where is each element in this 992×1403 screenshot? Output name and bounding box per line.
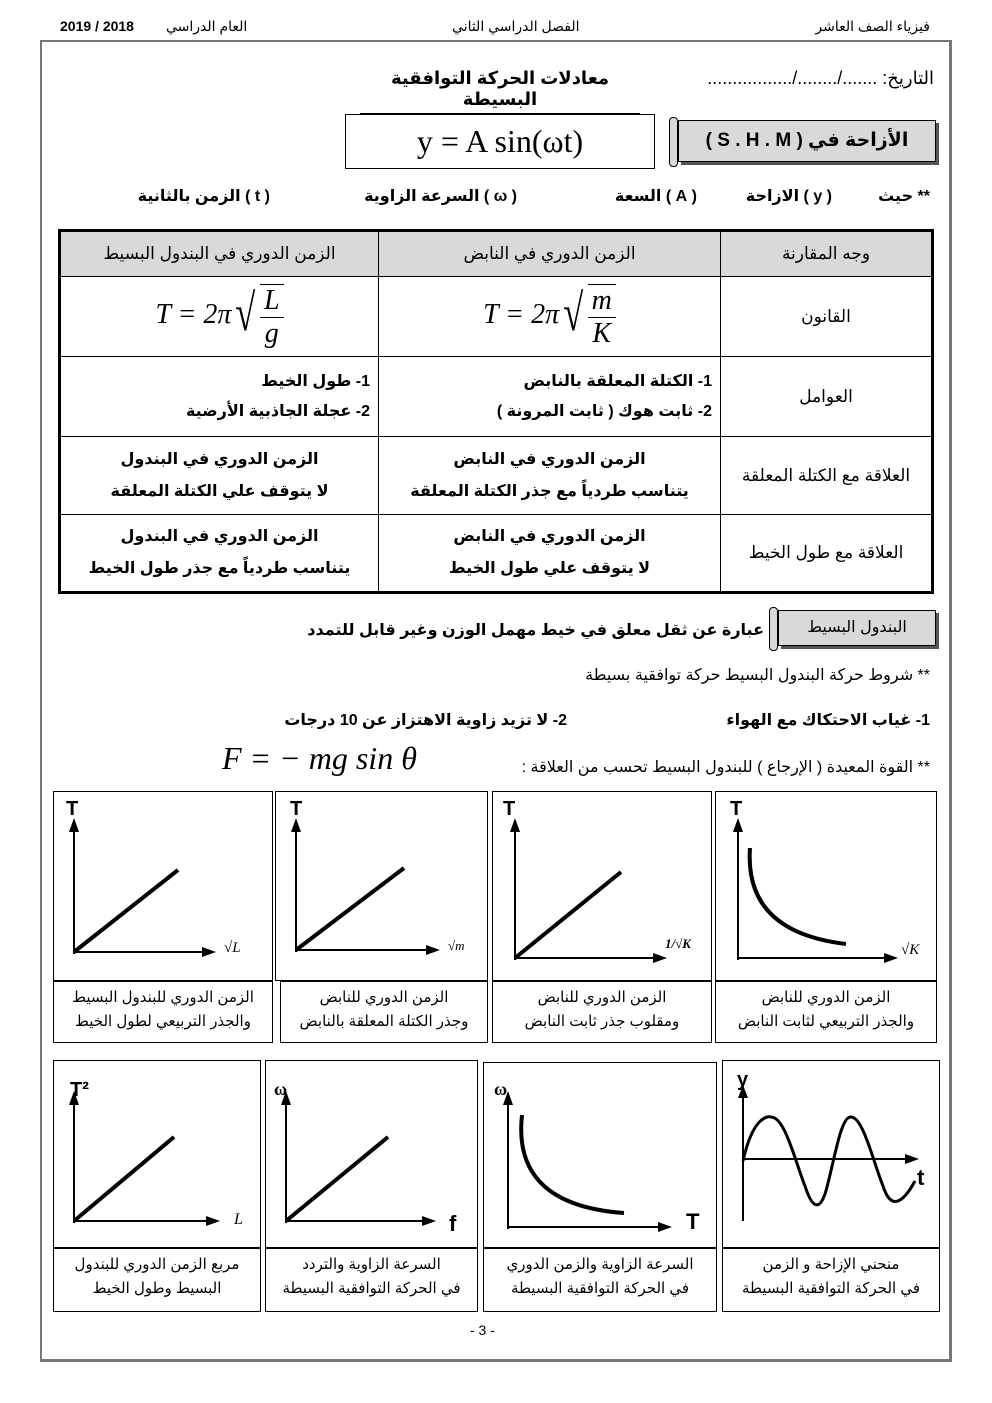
header-spring: الزمن الدوري في النابض [379,231,721,277]
graph-tsquared-vs-l [53,1060,261,1248]
spring-formula: T = 2π √ $\frac{m}{K}$ [379,277,721,357]
header-pendulum: الزمن الدوري في البندول البسيط [60,231,379,277]
x-axis-label: 1/√K [665,936,691,951]
date-field: التاريخ: ......./......../................. [707,68,934,88]
y-axis-label: T [730,798,743,820]
def-omega: ( ω ) السرعة الزاوية [364,188,517,205]
pendulum-definition: عبارة عن ثقل معلق في خيط مهمل الوزن وغير قابل للتمدد [307,622,764,639]
page-title: معادلات الحركة التوافقية البسيطة [360,68,640,115]
graph-t-vs-sqrtm [275,791,488,981]
graph-caption: الزمن الدوري للنابض وجذر الكتلة المعلقة بالنابض [280,981,488,1043]
spring-mass-relation: الزمن الدوري في النابض يتناسب طردياً مع جذر الكتلة المعلقة [379,437,721,515]
row-label: العلاقة مع الكتلة المعلقة [721,437,933,515]
condition-2: 2- لا تزيد زاوية الاهتزاز عن 10 درجات [284,712,567,729]
x-axis-label: L [234,1211,243,1228]
pendulum-formula: T = 2π √ $\frac{L}{g}$ [60,277,379,357]
x-axis-label: T [686,1209,700,1234]
y-axis-label: T [66,798,79,820]
table-row [60,357,933,437]
graph-omega-vs-frequency [265,1060,478,1248]
def-y: ( y ) الازاحة [745,188,832,205]
year-label: العام الدراسي [166,18,248,34]
header-aspect: وجه المقارنة [721,231,933,277]
restoring-force-text: ** القوة المعيدة ( الإرجاع ) للبندول البسيط تحسب من العلاقة : [521,759,930,776]
graph-t-vs-inv-sqrtk [492,791,712,981]
graph-caption: الزمن الدوري للبندول البسيط والجذر التربيعي لطول الخيط [53,981,273,1043]
linear-plot [266,1061,477,1247]
def-t: ( t ) الزمن بالثانية [137,188,270,205]
y-axis-label: T [290,798,303,820]
condition-1: 1- غياب الاحتكاك مع الهواء [726,712,930,729]
sine-plot [723,1061,939,1247]
graph-t-vs-sqrtk [715,791,937,981]
pendulum-scroll-label: البندول البسيط [778,610,936,646]
x-axis-label: √L [224,940,241,956]
x-axis-label: √K [901,942,920,958]
pendulum-length-relation: الزمن الدوري في البندول يتناسب طردياً مع جذر طول الخيط [60,515,379,593]
table-row [60,515,933,593]
pendulum-factors: 1- طول الخيط 2- عجلة الجاذبية الأرضية [60,357,379,437]
term-header: الفصل الدراسي الثاني [452,18,580,34]
graph-caption: السرعة الزاوية والتردد في الحركة التوافقية البسيطة [265,1248,478,1312]
graph-caption: السرعة الزاوية والزمن الدوري في الحركة التوافقية البسيطة [483,1248,717,1312]
x-axis-label: f [449,1211,457,1236]
conditions-title: ** شروط حركة البندول البسيط حركة توافقية بسيطة [585,667,930,684]
spring-factors: 1- الكتلة المعلقة بالنابض 2- ثابت هوك ( ثابت المرونة ) [379,357,721,437]
comparison-table [58,229,934,594]
y-axis-label: T [503,798,516,820]
table-header-row [60,231,933,277]
graph-y-vs-t [722,1060,940,1248]
graph-t-vs-sqrtl [53,791,273,981]
y-axis-label: ω [494,1079,508,1099]
decreasing-curve-plot [484,1063,716,1247]
row-label: القانون [721,277,933,357]
page-number: - 3 - [470,1322,495,1338]
x-axis-label: t [917,1165,925,1190]
row-label: العلاقة مع طول الخيط [721,515,933,593]
graph-caption: منحني الإزاحة و الزمن في الحركة التوافقية البسيطة [722,1248,940,1312]
restoring-force-equation: F = − mg sin θ [222,740,417,776]
graph-caption: الزمن الدوري للنابض ومقلوب جذر ثابت النابض [492,981,712,1043]
x-axis-label: √m [448,938,465,953]
table-row [60,437,933,515]
y-axis-label: T² [70,1079,89,1101]
graph-caption: مربع الزمن الدوري للبندول البسيط وطول الخيط [53,1248,261,1312]
graph-omega-vs-period [483,1062,717,1248]
y-axis-label: y [737,1069,749,1091]
def-a: ( A ) السعة [614,188,697,205]
row-label: العوامل [721,357,933,437]
shm-equation: y = A sin(ωt) [345,114,655,169]
spring-length-relation: الزمن الدوري في النابض لا يتوقف علي طول الخيط [379,515,721,593]
year-value: 2019 / 2018 [60,18,134,34]
graph-caption: الزمن الدوري للنابض والجذر التربيعي لثابت النابض [715,981,937,1043]
shm-scroll-label: الأزاحة في ( S . H . M ) [678,120,936,162]
y-axis-label: ω [274,1079,288,1099]
definitions-prefix: ** حيث [878,188,930,205]
table-row [60,277,933,357]
subject-header: فيزياء الصف العاشر [815,18,930,34]
pendulum-mass-relation: الزمن الدوري في البندول لا يتوقف علي الكتلة المعلقة [60,437,379,515]
